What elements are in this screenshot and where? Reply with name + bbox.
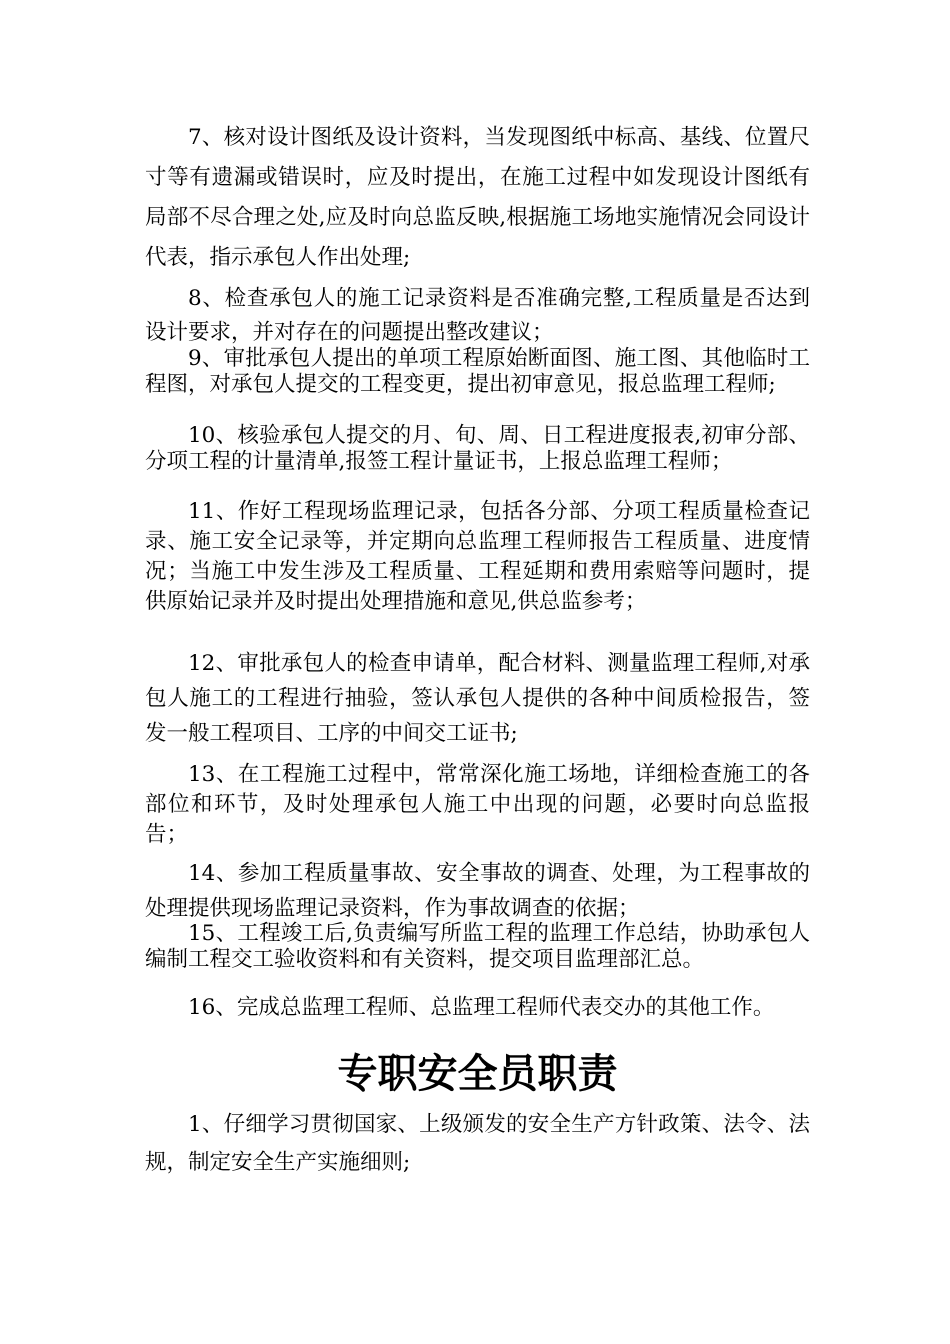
paragraph-12: 12、审批承包人的检查申请单，配合材料、测量监理工程师,对承包人施工的工程进行抽验，签认承包人提供的各种中间质检报告，签发一般工程项目、工序的中间交工证书; — [145, 651, 810, 746]
paragraph-7: 7、核对设计图纸及设计资料，当发现图纸中标高、基线、位置尺寸等有遗漏或错误时，应及时提出，在施工过程中如发现设计图纸有局部不尽合理之处,应及时向总监反映,根据施工场地实施情况会同设计代表，指示承包人作出处理; — [145, 125, 810, 270]
paragraph-11: 11、作好工程现场监理记录，包括各分部、分项工程质量检查记录、施工安全记录等，并定期向总监理工程师报告工程质量、进度情况；当施工中发生涉及工程质量、工程延期和费用索赔等问题时，提供原始记录并及时提出处理措施和意见,供总监参考； — [145, 499, 810, 614]
paragraph-13: 13、在工程施工过程中，常常深化施工场地，详细检查施工的各部位和环节，及时处理承包人施工中出现的问题，必要时向总监报告； — [145, 762, 810, 847]
paragraph-16: 16、完成总监理工程师、总监理工程师代表交办的其他工作。 — [188, 995, 775, 1020]
paragraph-10: 10、核验承包人提交的月、旬、周、日工程进度报表,初审分部、分项工程的计量清单,报签工程计量证书，上报总监理工程师； — [145, 423, 810, 474]
section-paragraph-1: 1、仔细学习贯彻国家、上级颁发的安全生产方针政策、法令、法规，制定安全生产实施细则; — [145, 1112, 810, 1175]
paragraph-9: 9、审批承包人提出的单项工程原始断面图、施工图、其他临时工程图，对承包人提交的工程变更，提出初审意见，报总监理工程师; — [145, 346, 810, 397]
paragraph-14: 14、参加工程质量事故、安全事故的调查、处理，为工程事故的处理提供现场监理记录资料，作为事故调查的依据； — [145, 861, 810, 921]
section-title: 专职安全员职责 — [337, 1050, 618, 1097]
paragraph-8: 8、检查承包人的施工记录资料是否准确完整,工程质量是否达到设计要求，并对存在的问题提出整改建议； — [145, 286, 810, 345]
paragraph-15: 15、工程竣工后,负责编写所监工程的监理工作总结，协助承包人编制工程交工验收资料和有关资料，提交项目监理部汇总。 — [145, 921, 810, 972]
